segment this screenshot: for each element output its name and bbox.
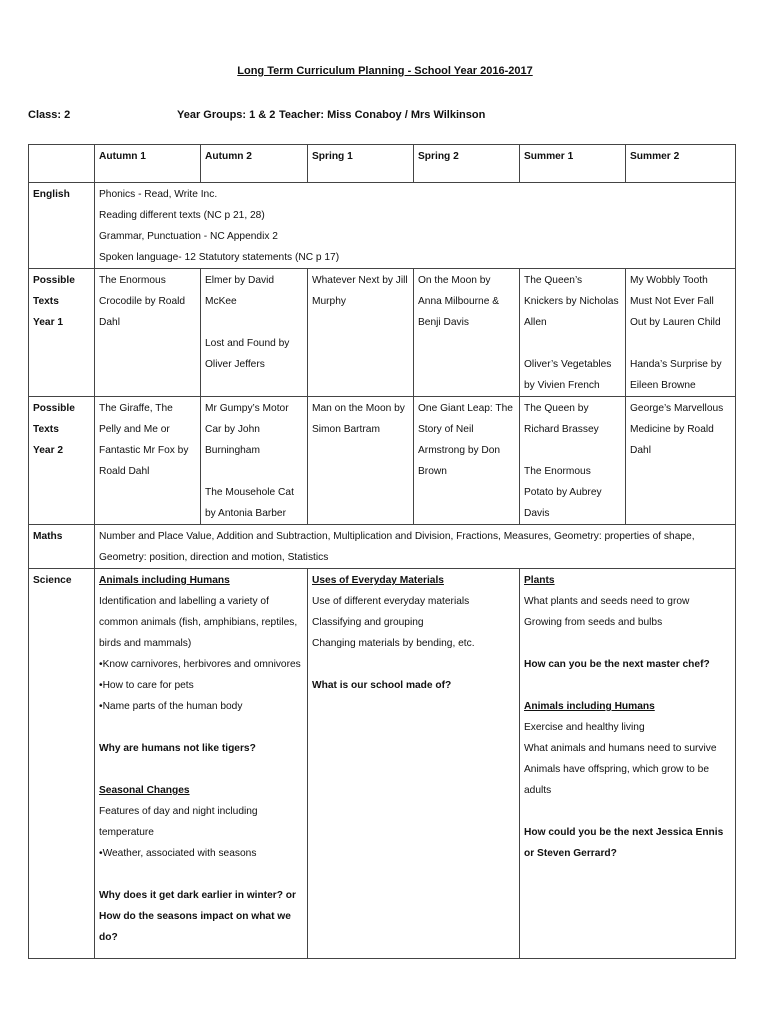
english-row bbox=[29, 183, 736, 269]
text-cell bbox=[414, 269, 520, 397]
book-title: One Giant Leap: The Story of Neil Armstrong by Don Brown bbox=[418, 403, 513, 477]
text-cell bbox=[308, 269, 414, 397]
topic-line: Identification and labelling a variety of common animals (fish, amphibians, reptiles, birds and mammals) bbox=[99, 596, 298, 649]
book-title: Oliver’s Vegetables by Vivien French bbox=[524, 359, 612, 391]
topic-heading: Animals including Humans bbox=[99, 575, 230, 586]
curriculum-table bbox=[28, 144, 736, 959]
text-cell bbox=[201, 269, 308, 397]
enquiry-question: What is our school made of? bbox=[312, 680, 452, 691]
text-cell bbox=[201, 397, 308, 525]
text-cell bbox=[520, 269, 626, 397]
book-title: The Queen by Richard Brassey bbox=[524, 403, 599, 435]
term-header: Autumn 1 bbox=[95, 145, 201, 183]
book-title: Lost and Found by Oliver Jeffers bbox=[205, 338, 290, 370]
row-label-year1 bbox=[29, 269, 95, 397]
topic-line: •Name parts of the human body bbox=[99, 701, 243, 712]
topic-heading: Seasonal Changes bbox=[99, 785, 190, 796]
topic-line: Classifying and grouping bbox=[312, 617, 424, 628]
enquiry-question: How do the seasons impact on what we do? bbox=[99, 911, 291, 943]
book-title: George’s Marvellous Medicine by Roald Dahl bbox=[630, 403, 724, 456]
topic-line: Changing materials by bending, etc. bbox=[312, 638, 475, 649]
science-row bbox=[29, 569, 736, 959]
science-spring bbox=[308, 569, 520, 959]
enquiry-question: Why does it get dark earlier in winter? or bbox=[99, 890, 296, 901]
topic-line: •Know carnivores, herbivores and omnivores bbox=[99, 659, 301, 670]
book-title: Handa’s Surprise by Eileen Browne bbox=[630, 359, 722, 391]
topic-line: What plants and seeds need to grow bbox=[524, 596, 690, 607]
topic-line: Features of day and night including temperature bbox=[99, 806, 258, 838]
term-header: Spring 1 bbox=[308, 145, 414, 183]
english-line: Reading different texts (NC p 21, 28) bbox=[99, 210, 265, 221]
year2-texts-row bbox=[29, 397, 736, 525]
row-label-line: Year 1 bbox=[33, 317, 64, 328]
english-line: Spoken language- 12 Statutory statements (NC p 17) bbox=[99, 252, 340, 263]
row-label-science: Science bbox=[29, 569, 95, 959]
book-title: The Enormous Crocodile by Roald Dahl bbox=[99, 275, 186, 328]
topic-heading: Animals including Humans bbox=[524, 701, 655, 712]
text-cell bbox=[95, 269, 201, 397]
text-cell bbox=[520, 397, 626, 525]
english-line: Grammar, Punctuation - NC Appendix 2 bbox=[99, 231, 278, 242]
enquiry-question: Why are humans not like tigers? bbox=[99, 743, 256, 754]
term-header-row bbox=[29, 145, 736, 183]
topic-line: Exercise and healthy living bbox=[524, 722, 645, 733]
class-label: Class: 2 bbox=[28, 109, 71, 121]
year1-texts-row bbox=[29, 269, 736, 397]
science-summer bbox=[520, 569, 736, 959]
english-line: Phonics - Read, Write Inc. bbox=[99, 189, 218, 200]
maths-row bbox=[29, 525, 736, 569]
book-title: Whatever Next by Jill Murphy bbox=[312, 275, 408, 307]
book-title: The Giraffe, The Pelly and Me or Fantastic Mr Fox by Roald Dahl bbox=[99, 403, 189, 477]
row-label-line: Year 2 bbox=[33, 445, 64, 456]
term-header: Spring 2 bbox=[414, 145, 520, 183]
enquiry-question: How could you be the next Jessica Ennis or Steven Gerrard? bbox=[524, 827, 724, 859]
text-cell bbox=[95, 397, 201, 525]
enquiry-question: How can you be the next master chef? bbox=[524, 659, 710, 670]
book-title: Mr Gumpy’s Motor Car by John Burningham bbox=[205, 403, 289, 456]
topic-heading: Plants bbox=[524, 575, 555, 586]
row-label-line: Possible Texts bbox=[33, 403, 75, 435]
book-title: Man on the Moon by Simon Bartram bbox=[312, 403, 405, 435]
english-content bbox=[95, 183, 736, 269]
topic-line: Use of different everyday materials bbox=[312, 596, 470, 607]
topic-line: •How to care for pets bbox=[99, 680, 194, 691]
row-label-english: English bbox=[29, 183, 95, 269]
text-cell bbox=[414, 397, 520, 525]
book-title: On the Moon by Anna Milbourne & Benji Davis bbox=[418, 275, 499, 328]
topic-line: Growing from seeds and bulbs bbox=[524, 617, 663, 628]
topic-line: Animals have offspring, which grow to be adults bbox=[524, 764, 709, 796]
text-cell bbox=[308, 397, 414, 525]
book-title: My Wobbly Tooth Must Not Ever Fall Out by Lauren Child bbox=[630, 275, 721, 328]
topic-line: What animals and humans need to survive bbox=[524, 743, 717, 754]
term-header: Summer 2 bbox=[626, 145, 736, 183]
row-label-line: Possible Texts bbox=[33, 275, 75, 307]
row-label-year2 bbox=[29, 397, 95, 525]
book-title: The Queen’s Knickers by Nicholas Allen bbox=[524, 275, 619, 328]
science-autumn bbox=[95, 569, 308, 959]
text-cell bbox=[626, 397, 736, 525]
term-header: Summer 1 bbox=[520, 145, 626, 183]
text-cell bbox=[626, 269, 736, 397]
row-label-maths: Maths bbox=[29, 525, 95, 569]
teacher-label: Teacher: Miss Conaboy / Mrs Wilkinson bbox=[279, 109, 486, 121]
corner-cell bbox=[29, 145, 95, 183]
topic-line: •Weather, associated with seasons bbox=[99, 848, 257, 859]
topic-heading: Uses of Everyday Materials bbox=[312, 575, 444, 586]
maths-content: Number and Place Value, Addition and Subtraction, Multiplication and Division, Fractions, Measures, Geometry: properties of shape, Geometry: position, direction and motion, Statistics bbox=[95, 525, 736, 569]
book-title: Elmer by David McKee bbox=[205, 275, 275, 307]
year-groups-label: Year Groups: 1 & 2 bbox=[177, 109, 276, 121]
term-header: Autumn 2 bbox=[201, 145, 308, 183]
book-title: The Mousehole Cat by Antonia Barber bbox=[205, 487, 294, 519]
book-title: The Enormous Potato by Aubrey Davis bbox=[524, 466, 602, 519]
document-title: Long Term Curriculum Planning - School Year 2016-2017 bbox=[237, 65, 533, 77]
